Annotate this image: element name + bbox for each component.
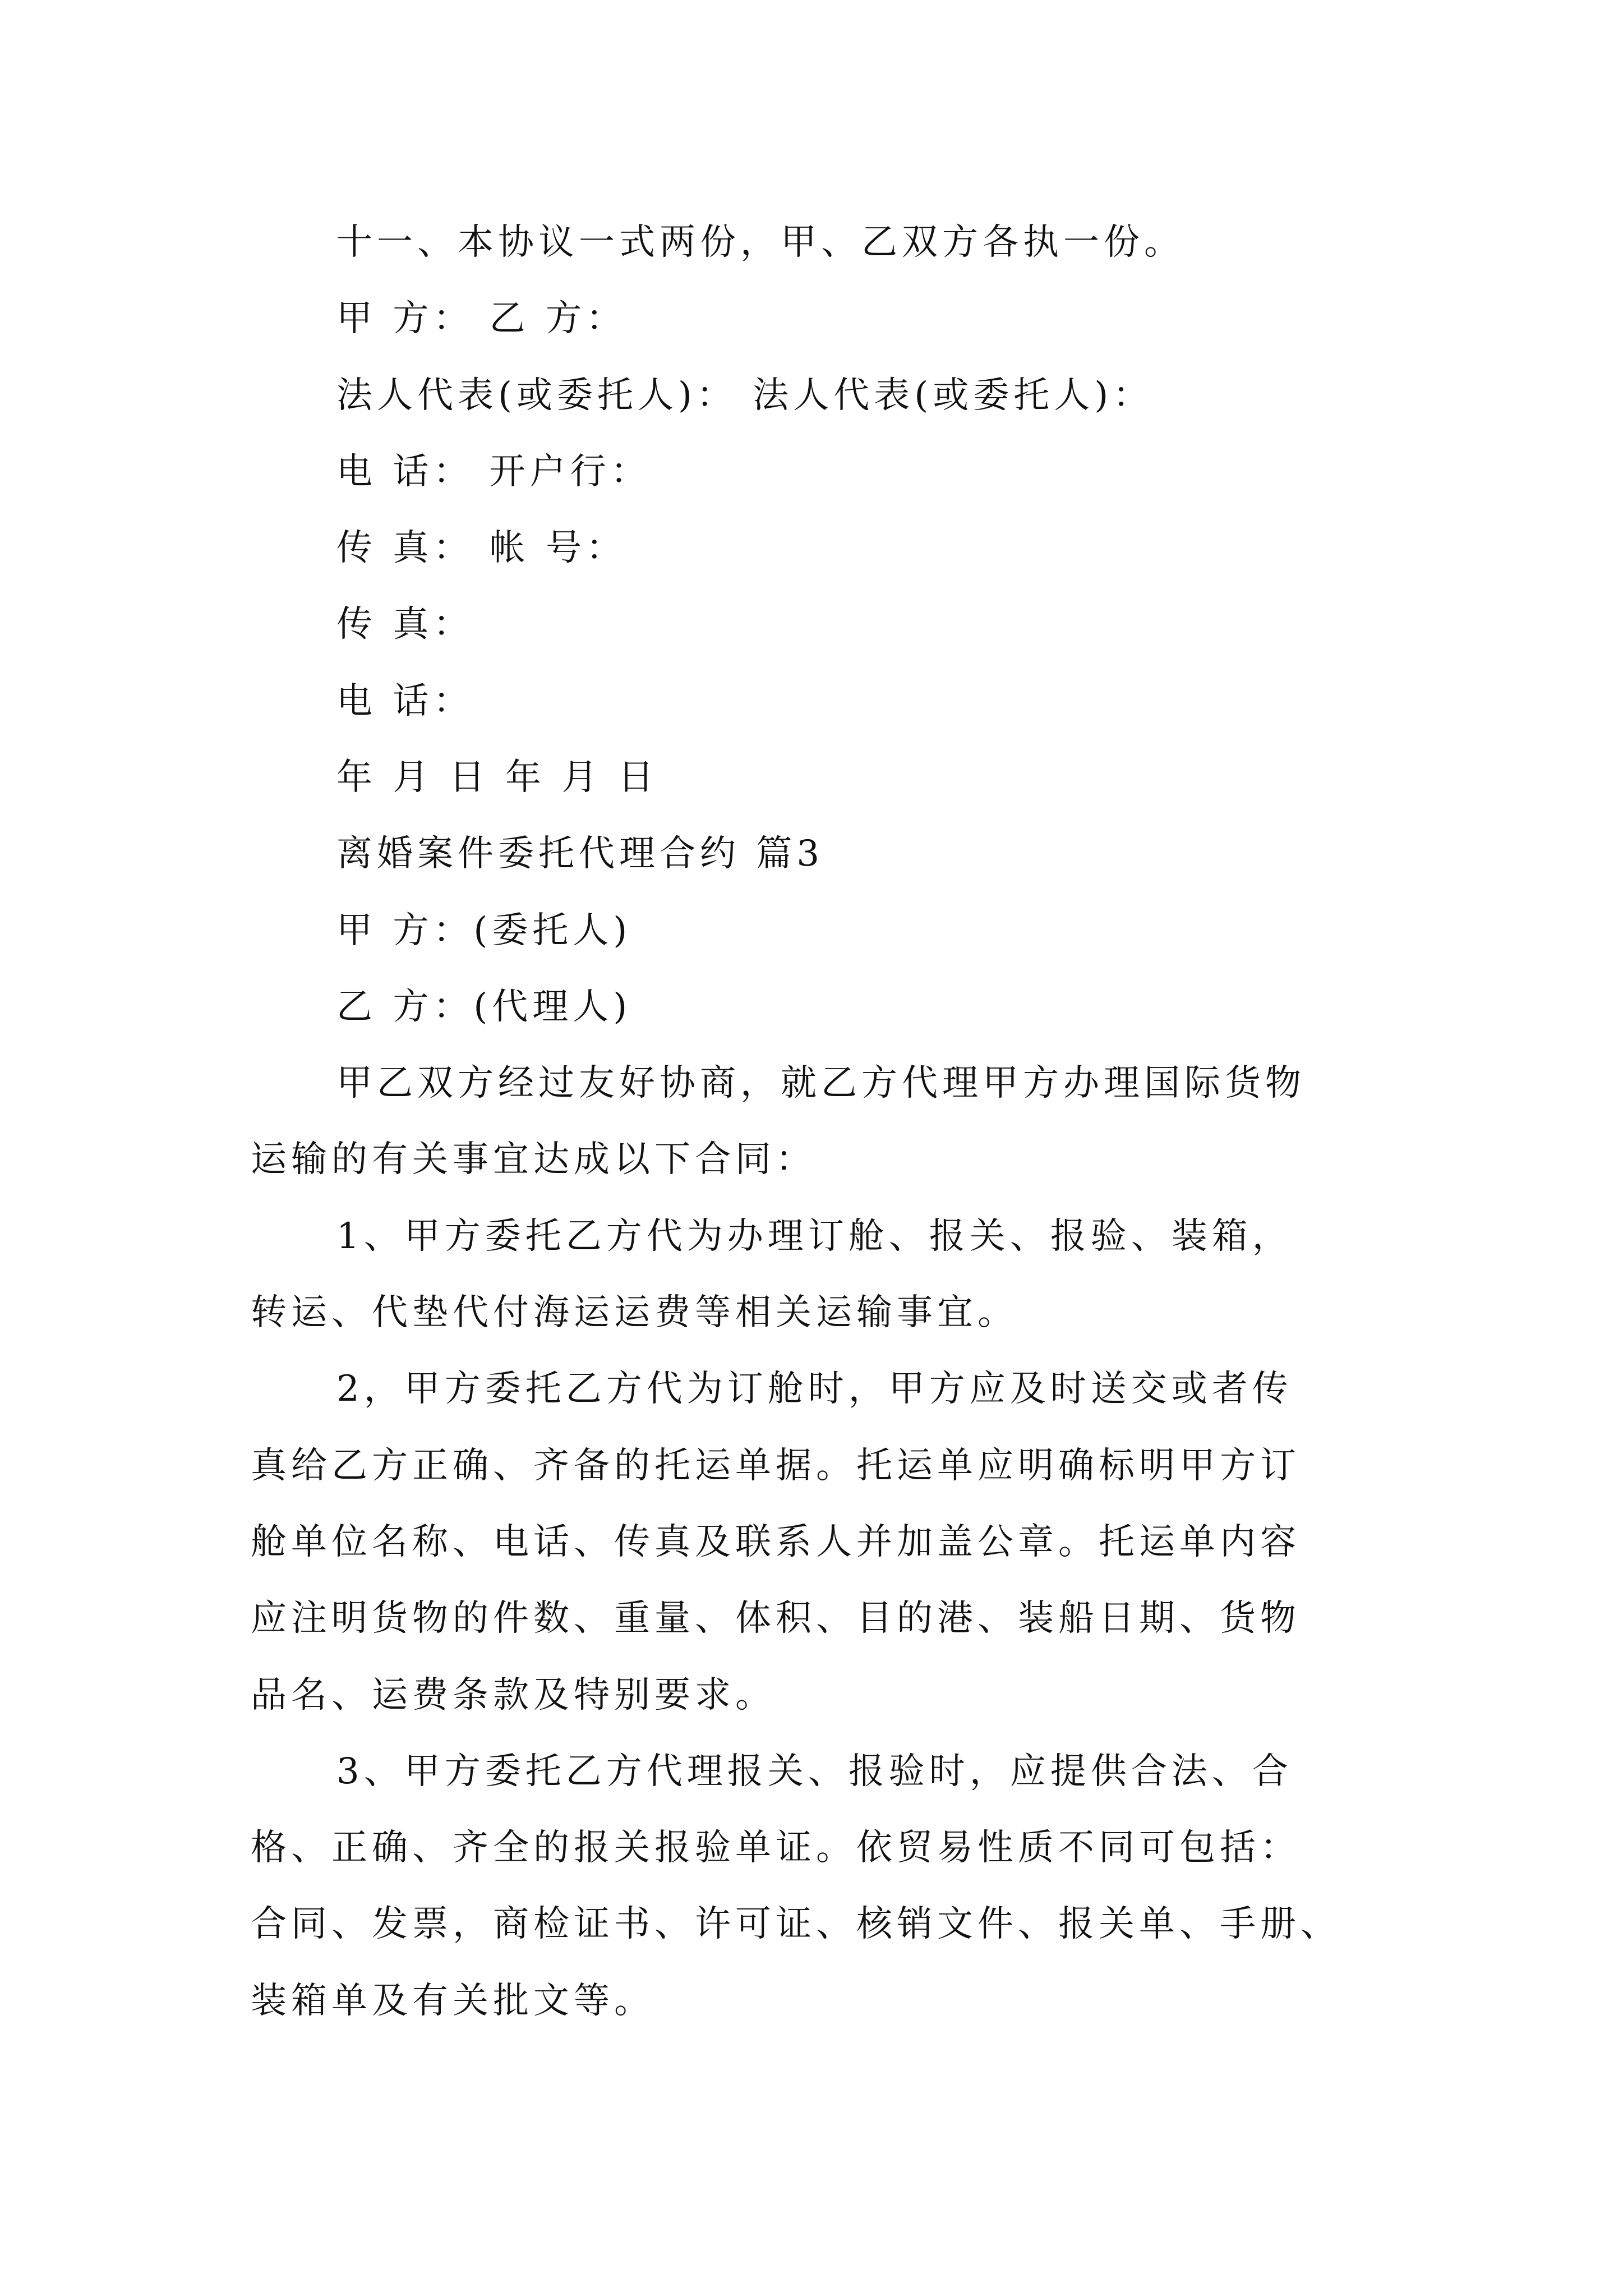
party-a-line: 甲 方：(委托人) [336, 910, 632, 951]
paragraph-line: 装箱单及有关批文等。 [251, 1980, 654, 2022]
paragraph-line: 2，甲方委托乙方代为订舱时，甲方应及时送交或者传 [336, 1368, 1293, 1410]
section-heading: 离婚案件委托代理合约 篇3 [336, 833, 824, 875]
paragraph-line: 真给乙方正确、齐备的托运单据。托运单应明确标明甲方订 [251, 1445, 1301, 1487]
paragraph-line: 3、甲方委托乙方代理报关、报验时，应提供合法、合 [336, 1751, 1293, 1792]
paragraph-line: 转运、代垫代付海运运费等相关运输事宜。 [251, 1292, 1018, 1333]
clause-eleven: 十一、本协议一式两份，甲、乙双方各执一份。 [336, 222, 1184, 263]
paragraph-line: 品名、运费条款及特别要求。 [251, 1674, 776, 1716]
fax-account-line: 传 真： 帐 号： [336, 527, 627, 569]
legal-representative-line: 法人代表(或委托人)： 法人代表(或委托人)： [336, 375, 1154, 416]
party-a-b-label: 甲 方： 乙 方： [336, 298, 627, 339]
paragraph-line: 格、正确、齐全的报关报验单证。依贸易性质不同可包括： [251, 1827, 1301, 1869]
fax-line: 传 真： [336, 604, 474, 645]
paragraph-line: 1、甲方委托乙方代为办理订舱、报关、报验、装箱， [336, 1216, 1293, 1257]
date-line: 年 月 日 年 月 日 [336, 757, 658, 798]
paragraph-line: 舱单位名称、电话、传真及联系人并加盖公章。托运单内容 [251, 1521, 1301, 1563]
paragraph-line: 运输的有关事宜达成以下合同： [251, 1139, 816, 1180]
phone-bank-line: 电 话： 开户行： [336, 451, 651, 493]
paragraph-line: 甲乙双方经过友好协商，就乙方代理甲方办理国际货物 [336, 1062, 1306, 1104]
phone-line: 电 话： [336, 680, 474, 722]
paragraph-line: 应注明货物的件数、重量、体积、目的港、装船日期、货物 [251, 1598, 1301, 1639]
paragraph-line: 合同、发票，商检证书、许可证、核销文件、报关单、手册、 [251, 1903, 1341, 1945]
party-b-line: 乙 方：(代理人) [336, 986, 632, 1028]
